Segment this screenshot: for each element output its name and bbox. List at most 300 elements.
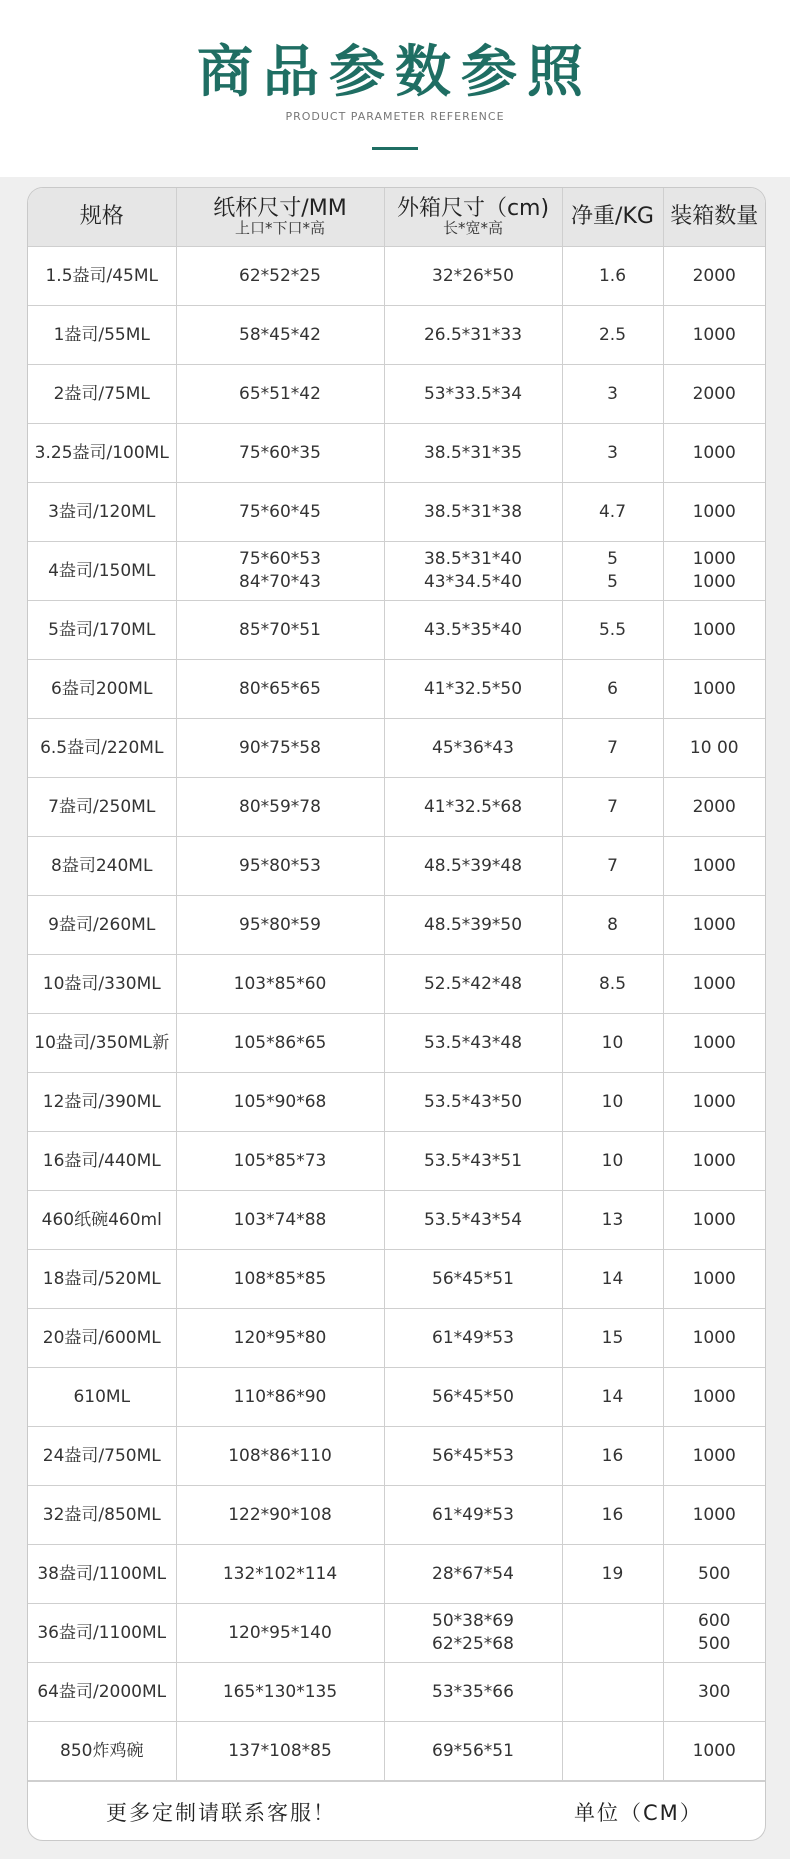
header-box-size-sub: 长*宽*高 bbox=[442, 219, 503, 238]
cell-text: 50*38*69 bbox=[432, 1611, 514, 1632]
table-row bbox=[28, 660, 765, 719]
net-weight-cell bbox=[562, 837, 663, 896]
cell-text: 36盎司/1100ML bbox=[37, 1622, 167, 1643]
cell-text: 1000 bbox=[692, 1091, 736, 1112]
pack-qty-cell bbox=[663, 1722, 765, 1781]
cell-text: 1000 bbox=[692, 1150, 736, 1171]
net-weight-cell bbox=[562, 424, 663, 483]
table-row bbox=[28, 1604, 765, 1663]
spec-cell bbox=[28, 1368, 176, 1427]
pack-qty-cell bbox=[663, 247, 765, 306]
spec-cell bbox=[28, 601, 176, 660]
box-size-cell bbox=[384, 1722, 562, 1781]
cell-text: 110*86*90 bbox=[233, 1386, 327, 1407]
cup-size-cell bbox=[176, 1191, 384, 1250]
cell-text: 53*35*66 bbox=[432, 1681, 514, 1702]
cell-text: 108*85*85 bbox=[233, 1268, 327, 1289]
cell-text: 1000 bbox=[692, 973, 736, 994]
cell-text: 1000 bbox=[692, 855, 736, 876]
cell-text: 43*34.5*40 bbox=[423, 572, 523, 592]
net-weight-cell bbox=[562, 1073, 663, 1132]
cup-size-cell bbox=[176, 306, 384, 365]
table-row bbox=[28, 1663, 765, 1722]
pack-qty-cell bbox=[663, 483, 765, 542]
cell-text: 165*130*135 bbox=[222, 1681, 338, 1702]
cell-text: 105*85*73 bbox=[233, 1150, 327, 1171]
cell-text: 13 bbox=[601, 1209, 624, 1230]
cell-text: 84*70*43 bbox=[239, 572, 321, 592]
box-size-cell bbox=[384, 955, 562, 1014]
table-footer bbox=[28, 1781, 765, 1840]
cell-text: 58*45*42 bbox=[239, 324, 321, 345]
table-body bbox=[28, 247, 765, 1781]
table-row bbox=[28, 896, 765, 955]
cell-text: 28*67*54 bbox=[432, 1563, 514, 1584]
box-size-cell bbox=[384, 719, 562, 778]
cup-size-cell bbox=[176, 1250, 384, 1309]
cup-size-cell bbox=[176, 424, 384, 483]
spec-cell bbox=[28, 365, 176, 424]
cell-text: 8盎司240ML bbox=[51, 855, 153, 876]
cell-text: 3盎司/120ML bbox=[48, 501, 156, 522]
cell-text: 80*65*65 bbox=[239, 678, 321, 699]
spec-cell bbox=[28, 1014, 176, 1073]
cell-text: 1.5盎司/45ML bbox=[45, 265, 159, 286]
cell-text: 38.5*31*38 bbox=[423, 501, 523, 522]
net-weight-cell bbox=[562, 542, 663, 601]
page-title: 商品参数参照 bbox=[197, 39, 593, 105]
net-weight-cell bbox=[562, 1250, 663, 1309]
cell-text: 61*49*53 bbox=[432, 1327, 514, 1348]
pack-qty-cell bbox=[663, 1545, 765, 1604]
cell-text: 7 bbox=[607, 737, 618, 758]
spec-cell bbox=[28, 778, 176, 837]
cell-text: 62*25*68 bbox=[432, 1634, 514, 1654]
table-row bbox=[28, 778, 765, 837]
net-weight-cell bbox=[562, 1486, 663, 1545]
cell-text: 85*70*51 bbox=[239, 619, 321, 640]
table-row bbox=[28, 1191, 765, 1250]
cup-size-cell bbox=[176, 955, 384, 1014]
spec-cell bbox=[28, 542, 176, 601]
pack-qty-cell bbox=[663, 955, 765, 1014]
cell-text: 1000 bbox=[692, 501, 736, 522]
box-size-cell bbox=[384, 1368, 562, 1427]
cell-text: 3 bbox=[607, 383, 618, 404]
spec-cell bbox=[28, 955, 176, 1014]
cup-size-cell bbox=[176, 1014, 384, 1073]
table-row bbox=[28, 542, 765, 601]
cell-text: 65*51*42 bbox=[239, 383, 321, 404]
pack-qty-cell bbox=[663, 778, 765, 837]
cell-text: 2000 bbox=[692, 265, 736, 286]
cell-text: 103*85*60 bbox=[233, 973, 327, 994]
pack-qty-cell bbox=[663, 1250, 765, 1309]
pack-qty-cell bbox=[663, 1309, 765, 1368]
cell-text: 95*80*53 bbox=[239, 855, 321, 876]
box-size-cell bbox=[384, 1132, 562, 1191]
cell-text: 1000 bbox=[692, 1209, 736, 1230]
cell-text: 300 bbox=[698, 1681, 731, 1702]
table-row bbox=[28, 1250, 765, 1309]
cup-size-cell bbox=[176, 1073, 384, 1132]
cell-text: 103*74*88 bbox=[233, 1209, 327, 1230]
box-size-cell bbox=[384, 365, 562, 424]
cell-text: 53.5*43*48 bbox=[423, 1032, 523, 1053]
table-row bbox=[28, 424, 765, 483]
cell-text: 3.25盎司/100ML bbox=[34, 442, 169, 463]
cell-text: 53.5*43*50 bbox=[423, 1091, 523, 1112]
cell-text: 1000 bbox=[692, 324, 736, 345]
cell-text: 52.5*42*48 bbox=[423, 973, 523, 994]
pack-qty-cell bbox=[663, 719, 765, 778]
cup-size-cell bbox=[176, 719, 384, 778]
pack-qty-cell bbox=[663, 1191, 765, 1250]
header-box-size: 外箱尺寸（cm) 长*宽*高 bbox=[384, 188, 562, 247]
cell-text: 4.7 bbox=[598, 501, 627, 522]
table-row bbox=[28, 1132, 765, 1191]
cell-text: 38盎司/1100ML bbox=[37, 1563, 167, 1584]
table-row bbox=[28, 365, 765, 424]
cell-text: 26.5*31*33 bbox=[423, 324, 523, 345]
cell-text: 1000 bbox=[692, 1386, 736, 1407]
cell-text: 24盎司/750ML bbox=[42, 1445, 161, 1466]
cell-text: 38.5*31*35 bbox=[423, 442, 523, 463]
net-weight-cell bbox=[562, 306, 663, 365]
header-net-weight: 净重/KG bbox=[562, 188, 663, 247]
cell-text: 53.5*43*54 bbox=[423, 1209, 523, 1230]
spec-cell bbox=[28, 1073, 176, 1132]
cell-text: 95*80*59 bbox=[239, 914, 321, 935]
content-panel bbox=[0, 177, 790, 1859]
box-size-cell bbox=[384, 778, 562, 837]
pack-qty-cell bbox=[663, 896, 765, 955]
cup-size-cell bbox=[176, 1663, 384, 1722]
cell-text: 120*95*140 bbox=[228, 1622, 332, 1643]
spec-cell bbox=[28, 719, 176, 778]
spec-cell bbox=[28, 1486, 176, 1545]
cell-text: 41*32.5*68 bbox=[423, 796, 523, 817]
pack-qty-cell bbox=[663, 1368, 765, 1427]
box-size-cell bbox=[384, 1545, 562, 1604]
cell-text: 6 bbox=[607, 678, 618, 699]
box-size-cell bbox=[384, 1309, 562, 1368]
table-header-row bbox=[28, 188, 765, 247]
cell-text: 610ML bbox=[73, 1386, 131, 1407]
cell-text: 10盎司/350ML新 bbox=[34, 1032, 170, 1053]
cell-text: 56*45*50 bbox=[432, 1386, 514, 1407]
cell-text: 18盎司/520ML bbox=[42, 1268, 161, 1289]
table-row bbox=[28, 1486, 765, 1545]
spec-cell bbox=[28, 1722, 176, 1781]
spec-cell bbox=[28, 837, 176, 896]
cell-text: 48.5*39*48 bbox=[423, 855, 523, 876]
cup-size-cell bbox=[176, 1604, 384, 1663]
cell-text: 69*56*51 bbox=[432, 1740, 514, 1761]
pack-qty-cell bbox=[663, 1604, 765, 1663]
cell-text: 2盎司/75ML bbox=[53, 383, 150, 404]
table-row bbox=[28, 1368, 765, 1427]
net-weight-cell bbox=[562, 660, 663, 719]
pack-qty-cell bbox=[663, 1132, 765, 1191]
cell-text: 1000 bbox=[692, 619, 736, 640]
cell-text: 7 bbox=[607, 796, 618, 817]
cell-text: 43.5*35*40 bbox=[423, 619, 523, 640]
cell-text: 1盎司/55ML bbox=[53, 324, 150, 345]
cell-text: 500 bbox=[698, 1563, 731, 1584]
box-size-cell bbox=[384, 542, 562, 601]
net-weight-cell bbox=[562, 896, 663, 955]
cell-text: 7盎司/250ML bbox=[48, 796, 156, 817]
cell-text: 14 bbox=[601, 1268, 624, 1289]
table-row bbox=[28, 1014, 765, 1073]
contact-note: 更多定制请联系客服！ bbox=[106, 1801, 336, 1825]
net-weight-cell bbox=[562, 1309, 663, 1368]
cup-size-cell bbox=[176, 660, 384, 719]
pack-qty-cell bbox=[663, 1014, 765, 1073]
cell-text: 132*102*114 bbox=[222, 1563, 338, 1584]
spec-cell bbox=[28, 1309, 176, 1368]
cell-text: 1000 bbox=[692, 1268, 736, 1289]
box-size-cell bbox=[384, 1427, 562, 1486]
header-cup-size-sub: 上口*下口*高 bbox=[234, 219, 325, 238]
net-weight-cell bbox=[562, 1722, 663, 1781]
box-size-cell bbox=[384, 1191, 562, 1250]
cell-text: 600 bbox=[698, 1611, 731, 1632]
net-weight-cell bbox=[562, 1014, 663, 1073]
table-row bbox=[28, 1309, 765, 1368]
page-subtitle: PRODUCT PARAMETER REFERENCE bbox=[285, 110, 505, 123]
spec-cell bbox=[28, 1545, 176, 1604]
spec-cell bbox=[28, 1663, 176, 1722]
net-weight-cell bbox=[562, 1368, 663, 1427]
table-row bbox=[28, 483, 765, 542]
table-row bbox=[28, 1545, 765, 1604]
cell-text: 75*60*53 bbox=[239, 549, 321, 570]
pack-qty-cell bbox=[663, 542, 765, 601]
cup-size-cell bbox=[176, 896, 384, 955]
cell-text: 5.5 bbox=[598, 619, 627, 640]
pack-qty-cell bbox=[663, 601, 765, 660]
table-row bbox=[28, 1722, 765, 1781]
net-weight-cell bbox=[562, 1663, 663, 1722]
table-row bbox=[28, 719, 765, 778]
table-row bbox=[28, 837, 765, 896]
cell-text: 14 bbox=[601, 1386, 624, 1407]
cell-text: 10盎司/330ML bbox=[42, 973, 161, 994]
table-row bbox=[28, 601, 765, 660]
cell-text: 20盎司/600ML bbox=[42, 1327, 161, 1348]
pack-qty-cell bbox=[663, 660, 765, 719]
cell-text: 9盎司/260ML bbox=[48, 914, 156, 935]
table-row bbox=[28, 1073, 765, 1132]
pack-qty-cell bbox=[663, 837, 765, 896]
net-weight-cell bbox=[562, 365, 663, 424]
cell-text: 53*33.5*34 bbox=[423, 383, 523, 404]
cell-text: 38.5*31*40 bbox=[423, 549, 523, 570]
spec-cell bbox=[28, 483, 176, 542]
cell-text: 105*86*65 bbox=[233, 1032, 327, 1053]
net-weight-cell bbox=[562, 601, 663, 660]
box-size-cell bbox=[384, 1250, 562, 1309]
cell-text: 1000 bbox=[692, 678, 736, 699]
cup-size-cell bbox=[176, 542, 384, 601]
box-size-cell bbox=[384, 306, 562, 365]
pack-qty-cell bbox=[663, 306, 765, 365]
cell-text: 16盎司/440ML bbox=[42, 1150, 161, 1171]
cell-text: 6.5盎司/220ML bbox=[40, 737, 164, 758]
spec-cell bbox=[28, 896, 176, 955]
spec-cell bbox=[28, 1132, 176, 1191]
cell-text: 4盎司/150ML bbox=[48, 560, 156, 581]
box-size-cell bbox=[384, 247, 562, 306]
cell-text: 5 bbox=[607, 572, 618, 592]
spec-cell bbox=[28, 1250, 176, 1309]
net-weight-cell bbox=[562, 1191, 663, 1250]
cell-text: 32*26*50 bbox=[432, 265, 514, 286]
table-row bbox=[28, 306, 765, 365]
cup-size-cell bbox=[176, 778, 384, 837]
header-spec: 规格 bbox=[28, 188, 176, 247]
cell-text: 10 bbox=[601, 1032, 624, 1053]
pack-qty-cell bbox=[663, 1427, 765, 1486]
box-size-cell bbox=[384, 1073, 562, 1132]
cell-text: 500 bbox=[698, 1634, 731, 1654]
cell-text: 8.5 bbox=[598, 973, 627, 994]
cell-text: 2000 bbox=[692, 383, 736, 404]
pack-qty-cell bbox=[663, 1663, 765, 1722]
net-weight-cell bbox=[562, 1545, 663, 1604]
cell-text: 105*90*68 bbox=[233, 1091, 327, 1112]
cup-size-cell bbox=[176, 837, 384, 896]
net-weight-cell bbox=[562, 483, 663, 542]
cup-size-cell bbox=[176, 1545, 384, 1604]
box-size-cell bbox=[384, 601, 562, 660]
cell-text: 32盎司/850ML bbox=[42, 1504, 161, 1525]
cup-size-cell bbox=[176, 601, 384, 660]
spec-cell bbox=[28, 1604, 176, 1663]
header-pack-qty: 装箱数量 bbox=[663, 188, 765, 247]
cell-text: 61*49*53 bbox=[432, 1504, 514, 1525]
net-weight-cell bbox=[562, 1604, 663, 1663]
spec-cell bbox=[28, 1427, 176, 1486]
cell-text: 16 bbox=[601, 1504, 624, 1525]
cell-text: 7 bbox=[607, 855, 618, 876]
cell-text: 12盎司/390ML bbox=[42, 1091, 161, 1112]
cell-text: 8 bbox=[607, 914, 618, 935]
net-weight-cell bbox=[562, 719, 663, 778]
unit-label: 单位（CM） bbox=[574, 1801, 703, 1825]
cell-text: 1.6 bbox=[598, 265, 627, 286]
cell-text: 10 00 bbox=[689, 737, 739, 758]
parameter-table bbox=[28, 188, 765, 1781]
header-cup-size: 纸杯尺寸/MM 上口*下口*高 bbox=[176, 188, 384, 247]
cell-text: 1000 bbox=[692, 1032, 736, 1053]
cup-size-cell bbox=[176, 1368, 384, 1427]
table-row bbox=[28, 247, 765, 306]
pack-qty-cell bbox=[663, 365, 765, 424]
cell-text: 137*108*85 bbox=[228, 1740, 332, 1761]
box-size-cell bbox=[384, 660, 562, 719]
cell-text: 460纸碗460ml bbox=[41, 1209, 162, 1230]
net-weight-cell bbox=[562, 1132, 663, 1191]
cell-text: 850炸鸡碗 bbox=[60, 1740, 144, 1761]
page-header bbox=[0, 0, 790, 177]
cup-size-cell bbox=[176, 1427, 384, 1486]
box-size-cell bbox=[384, 483, 562, 542]
pack-qty-cell bbox=[663, 424, 765, 483]
cup-size-cell bbox=[176, 1132, 384, 1191]
spec-cell bbox=[28, 1191, 176, 1250]
spec-cell bbox=[28, 306, 176, 365]
box-size-cell bbox=[384, 424, 562, 483]
cup-size-cell bbox=[176, 1722, 384, 1781]
cell-text: 19 bbox=[601, 1563, 624, 1584]
box-size-cell bbox=[384, 1604, 562, 1663]
cell-text: 75*60*35 bbox=[239, 442, 321, 463]
net-weight-cell bbox=[562, 247, 663, 306]
box-size-cell bbox=[384, 837, 562, 896]
pack-qty-cell bbox=[663, 1073, 765, 1132]
cup-size-cell bbox=[176, 483, 384, 542]
cell-text: 2.5 bbox=[598, 324, 627, 345]
cell-text: 90*75*58 bbox=[239, 737, 321, 758]
cell-text: 1000 bbox=[692, 1504, 736, 1525]
cell-text: 16 bbox=[601, 1445, 624, 1466]
cell-text: 48.5*39*50 bbox=[423, 914, 523, 935]
cell-text: 41*32.5*50 bbox=[423, 678, 523, 699]
cell-text: 1000 bbox=[692, 1445, 736, 1466]
cell-text: 3 bbox=[607, 442, 618, 463]
cell-text: 1000 bbox=[692, 1327, 736, 1348]
spec-cell bbox=[28, 424, 176, 483]
cell-text: 5 bbox=[607, 549, 618, 570]
pack-qty-cell bbox=[663, 1486, 765, 1545]
table-row bbox=[28, 1427, 765, 1486]
spec-cell bbox=[28, 247, 176, 306]
cell-text: 45*36*43 bbox=[432, 737, 514, 758]
cup-size-cell bbox=[176, 247, 384, 306]
cell-text: 10 bbox=[601, 1150, 624, 1171]
cell-text: 1000 bbox=[692, 572, 736, 592]
cell-text: 120*95*80 bbox=[233, 1327, 327, 1348]
cell-text: 6盎司200ML bbox=[51, 678, 153, 699]
cell-text: 56*45*53 bbox=[432, 1445, 514, 1466]
cell-text: 15 bbox=[601, 1327, 624, 1348]
parameter-card bbox=[27, 187, 766, 1841]
cell-text: 1000 bbox=[692, 549, 736, 570]
table-row bbox=[28, 955, 765, 1014]
cell-text: 75*60*45 bbox=[239, 501, 321, 522]
cup-size-cell bbox=[176, 1309, 384, 1368]
cell-text: 80*59*78 bbox=[239, 796, 321, 817]
cell-text: 2000 bbox=[692, 796, 736, 817]
cup-size-cell bbox=[176, 1486, 384, 1545]
cell-text: 1000 bbox=[692, 914, 736, 935]
box-size-cell bbox=[384, 1014, 562, 1073]
cell-text: 5盎司/170ML bbox=[48, 619, 156, 640]
cell-text: 53.5*43*51 bbox=[423, 1150, 523, 1171]
cell-text: 1000 bbox=[692, 442, 736, 463]
cell-text: 1000 bbox=[692, 1740, 736, 1761]
cell-text: 10 bbox=[601, 1091, 624, 1112]
cell-text: 56*45*51 bbox=[432, 1268, 514, 1289]
cell-text: 122*90*108 bbox=[228, 1504, 332, 1525]
cell-text: 64盎司/2000ML bbox=[37, 1681, 167, 1702]
spec-cell bbox=[28, 660, 176, 719]
cup-size-cell bbox=[176, 365, 384, 424]
cell-text: 108*86*110 bbox=[228, 1445, 332, 1466]
